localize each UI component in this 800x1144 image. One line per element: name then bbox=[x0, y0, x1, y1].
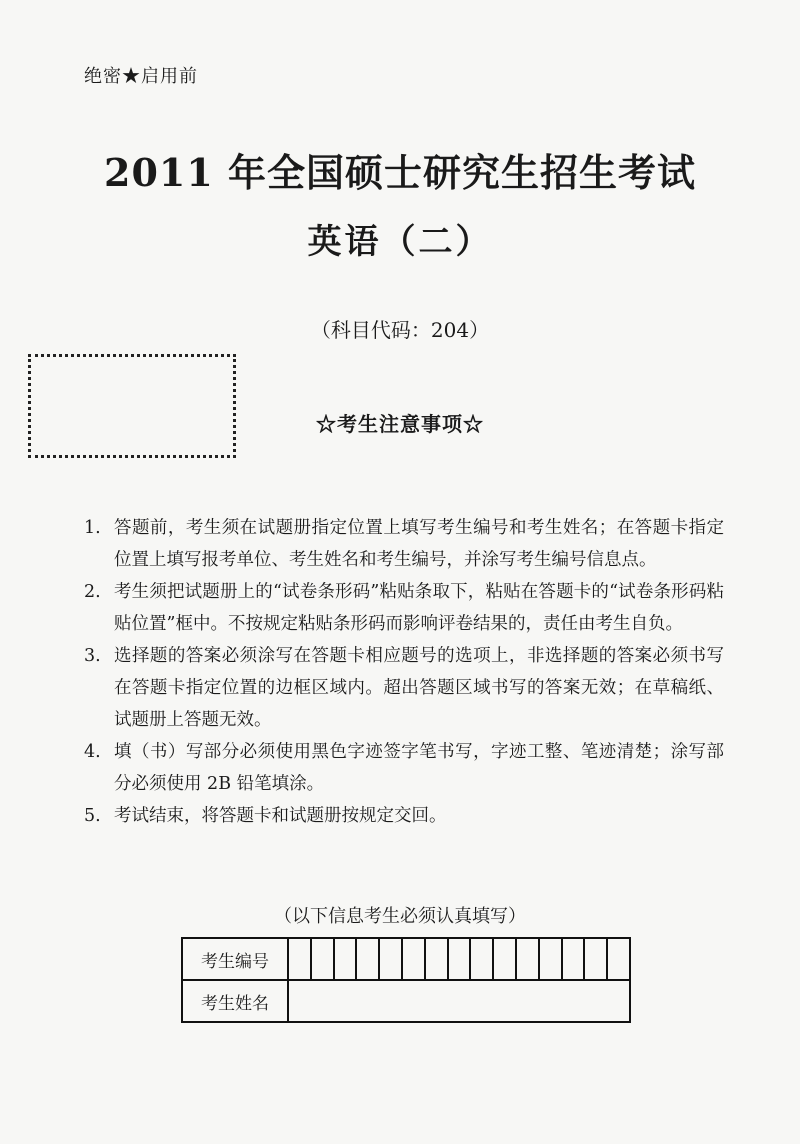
candidate-info-table bbox=[181, 937, 631, 1023]
rule-number: 5. bbox=[84, 806, 101, 826]
candidate-id-digit-box[interactable] bbox=[379, 938, 402, 980]
confidential-mark: 绝密★启用前 bbox=[84, 66, 198, 87]
rule-text: 答题前，考生须在试题册指定位置上填写考生编号和考生姓名；在答题卡指定位置上填写报考单位、考生姓名和考生编号，并涂写考生编号信息点。 bbox=[114, 518, 724, 570]
notice-rule bbox=[84, 736, 724, 800]
candidate-id-digit-box[interactable] bbox=[584, 938, 607, 980]
candidate-id-label: 考生编号 bbox=[182, 938, 288, 980]
rule-text: 考试结束，将答题卡和试题册按规定交回。 bbox=[114, 806, 447, 826]
rule-text: 选择题的答案必须涂写在答题卡相应题号的选项上，非选择题的答案必须书写在答题卡指定位置的边框区域内。超出答题区域书写的答案无效；在草稿纸、试题册上答题无效。 bbox=[114, 646, 724, 730]
candidate-id-digit-box[interactable] bbox=[470, 938, 493, 980]
candidate-id-digit-box[interactable] bbox=[402, 938, 425, 980]
notice-rule bbox=[84, 576, 724, 640]
candidate-name-row bbox=[182, 980, 630, 1022]
candidate-id-digit-box[interactable] bbox=[607, 938, 630, 980]
candidate-id-digit-box[interactable] bbox=[425, 938, 448, 980]
rule-number: 2. bbox=[84, 582, 101, 602]
rule-number: 4. bbox=[84, 742, 101, 762]
rule-number: 3. bbox=[84, 646, 101, 666]
candidate-id-digit-box[interactable] bbox=[448, 938, 471, 980]
candidate-id-digit-box[interactable] bbox=[311, 938, 334, 980]
candidate-id-digit-box[interactable] bbox=[562, 938, 585, 980]
candidate-id-digit-box[interactable] bbox=[288, 938, 311, 980]
candidate-name-label: 考生姓名 bbox=[182, 980, 288, 1022]
barcode-placeholder-box bbox=[28, 354, 236, 458]
subject-code: （科目代码：204） bbox=[310, 318, 490, 342]
notice-rules-list bbox=[84, 512, 724, 832]
notice-rule bbox=[84, 800, 724, 832]
candidate-id-digit-box[interactable] bbox=[516, 938, 539, 980]
notice-rule bbox=[84, 640, 724, 736]
notice-rule bbox=[84, 512, 724, 576]
rule-text: 填（书）写部分必须使用黑色字迹签字笔书写，字迹工整、笔迹清楚；涂写部分必须使用 2B 铅笔填涂。 bbox=[114, 742, 724, 794]
info-form-heading: （以下信息考生必须认真填写） bbox=[274, 906, 526, 927]
rule-text: 考生须把试题册上的“试卷条形码”粘贴条取下，粘贴在答题卡的“试卷条形码粘贴位置”框中。不按规定粘贴条形码而影响评卷结果的，责任由考生自负。 bbox=[114, 582, 724, 634]
candidate-id-digit-box[interactable] bbox=[539, 938, 562, 980]
exam-title: 2011 年全国硕士研究生招生考试 bbox=[104, 150, 696, 195]
rule-number: 1. bbox=[84, 518, 101, 538]
candidate-id-digit-box[interactable] bbox=[334, 938, 357, 980]
candidate-id-digit-box[interactable] bbox=[356, 938, 379, 980]
notice-heading: ☆考生注意事项☆ bbox=[316, 412, 484, 436]
exam-subject: 英语（二） bbox=[307, 222, 493, 262]
candidate-name-field[interactable] bbox=[288, 980, 630, 1022]
candidate-id-row bbox=[182, 938, 630, 980]
candidate-id-digit-box[interactable] bbox=[493, 938, 516, 980]
